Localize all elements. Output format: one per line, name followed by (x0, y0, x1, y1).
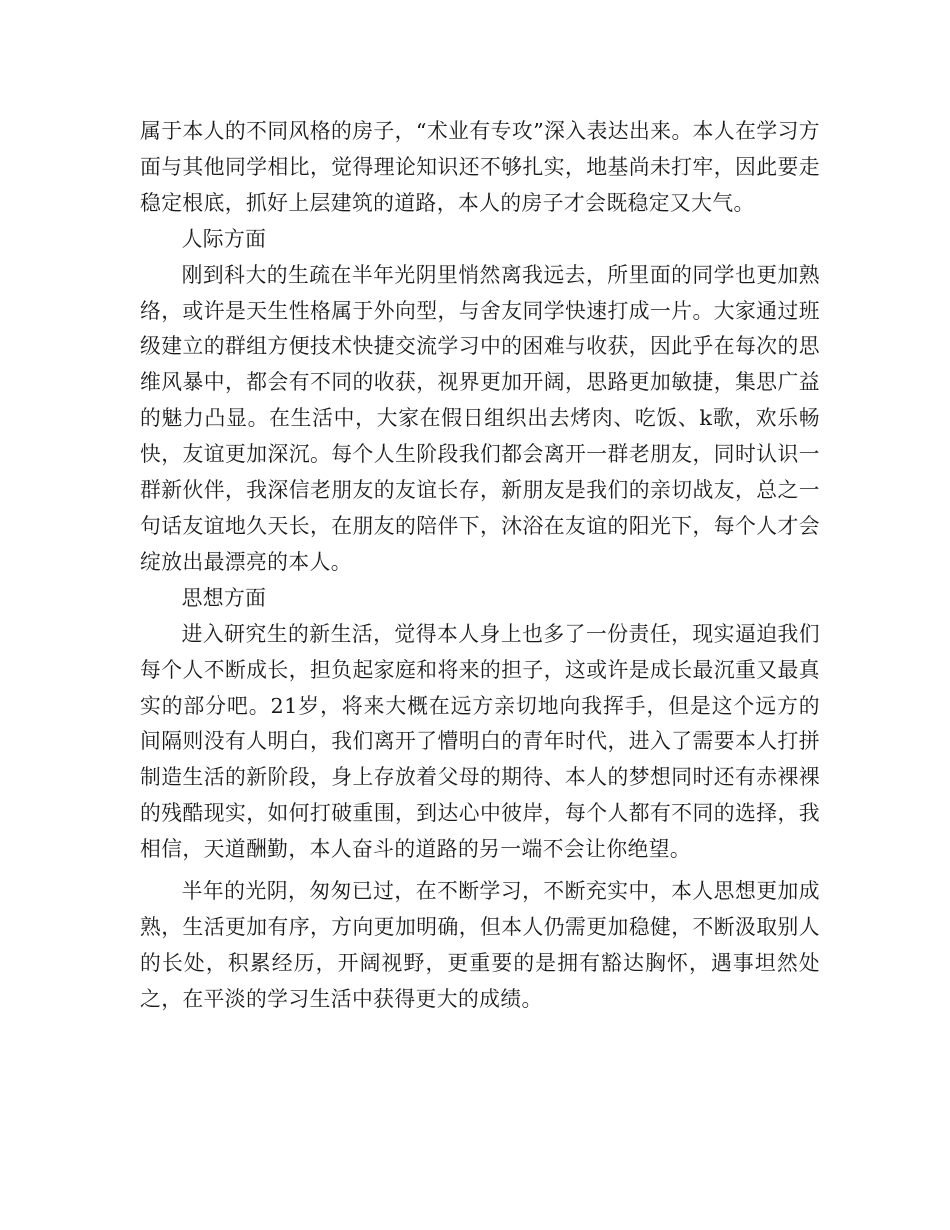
section-heading-interpersonal: 人际方面 (181, 226, 267, 251)
section-heading-thought: 思想方面 (181, 585, 267, 610)
paragraph-conclusion: 半年的光阴，匆匆已过，在不断学习，不断充实中，本人思想更加成熟，生活更加有序，方向更加明确，但本人仍需更加稳健，不断汲取别人的长处，积累经历，开阔视野，更重要的是拥有豁达胸怀，遇事坦然处之，在平淡的学习生活中获得更大的成绩。 (140, 879, 820, 1011)
paragraph-continued: 属于本人的不同风格的房子，“术业有专攻”深入表达出来。本人在学习方面与其他同学相比，觉得理论知识还不够扎实，地基尚未打牢，因此要走稳定根底，抓好上层建筑的道路，本人的房子才会既稳定又大气。 (140, 119, 820, 215)
paragraph-interpersonal: 刚到科大的生疏在半年光阴里悄然离我远去，所里面的同学也更加熟络，或许是天生性格属于外向型，与舍友同学快速打成一片。大家通过班级建立的群组方便技术快捷交流学习中的困难与收获，因此乎在每次的思维风暴中，都会有不同的收获，视界更加开阔，思路更加敏捷，集思广益的魅力凸显。在生活中，大家在假日组织出去烤肉、吃饭、k歌，欢乐畅快，友谊更加深沉。每个人生阶段我们都会离开一群老朋友，同时认识一群新伙伴，我深信老朋友的友谊长存，新朋友是我们的亲切战友，总之一句话友谊地久天长，在朋友的陪伴下，沐浴在友谊的阳光下，每个人才会绽放出最漂亮的本人。 (140, 262, 820, 574)
document-page (140, 114, 820, 1018)
paragraph-thought: 进入研究生的新生活，觉得本人身上也多了一份责任，现实逼迫我们每个人不断成长，担负起家庭和将来的担子，这或许是成长最沉重又最真实的部分吧。21岁，将来大概在远方亲切地向我挥手，但是这个远方的间隔则没有人明白，我们离开了懵明白的青年时代，进入了需要本人打拼制造生活的新阶段，身上存放着父母的期待、本人的梦想同时还有赤裸裸的残酷现实，如何打破重围，到达心中彼岸，每个人都有不同的选择，我相信，天道酬勤，本人奋斗的道路的另一端不会让你绝望。 (140, 621, 820, 862)
